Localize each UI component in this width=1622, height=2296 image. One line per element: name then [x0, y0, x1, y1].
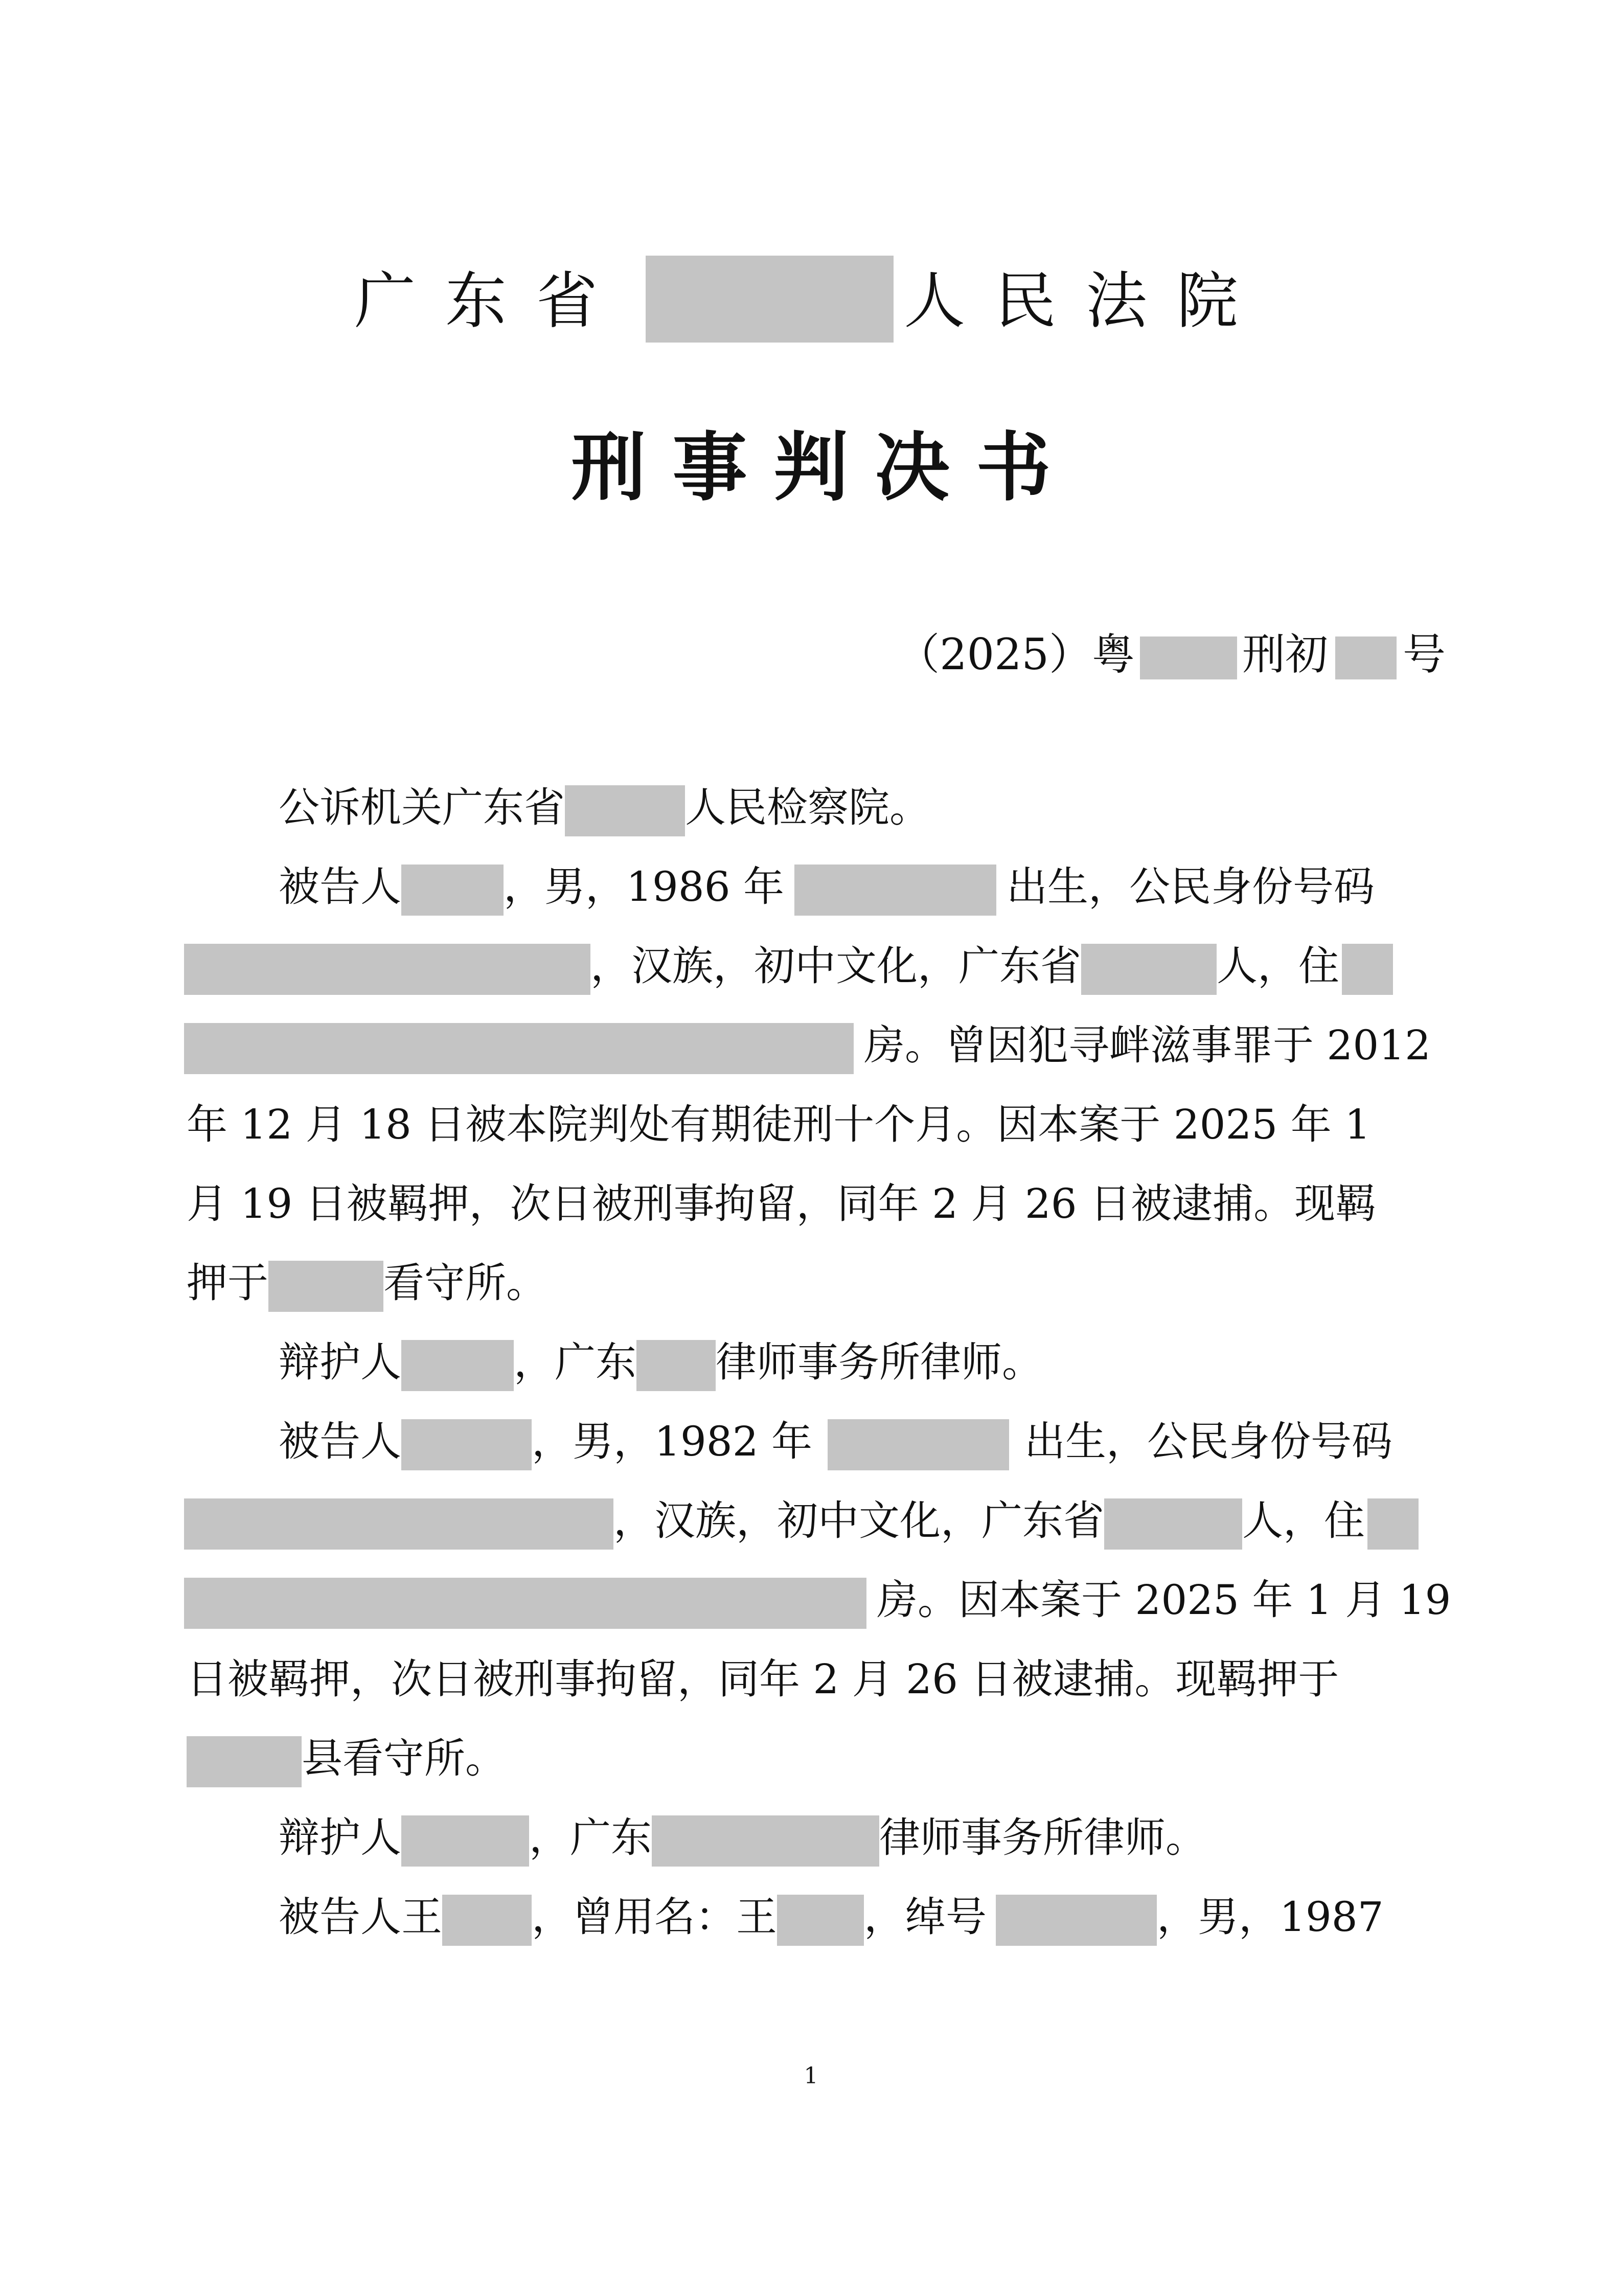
line-text: 人，住 — [1217, 942, 1339, 990]
redaction-block — [794, 865, 996, 916]
line-text: 辩护人 — [279, 1814, 401, 1861]
body-line — [279, 1334, 1043, 1391]
redaction-block — [184, 1498, 613, 1550]
redaction-block — [184, 944, 590, 995]
redaction-block — [1342, 944, 1393, 995]
redaction-block — [1367, 1498, 1419, 1550]
redaction-block — [996, 1895, 1157, 1946]
redaction-block — [1335, 636, 1397, 679]
body-line — [279, 1810, 1206, 1867]
redaction-block — [777, 1895, 864, 1946]
redaction-block — [401, 865, 504, 916]
redaction-block — [401, 1340, 514, 1391]
redaction-block — [268, 1261, 383, 1312]
body-line: 年 12 月 18 日被本院判处有期徒刑十个月。因本案于 2025 年 1 — [187, 1101, 1371, 1148]
redaction-block — [184, 1023, 854, 1074]
body-line — [184, 938, 1393, 995]
redaction-block — [646, 256, 894, 343]
redaction-block — [1104, 1498, 1242, 1550]
case-number — [897, 626, 1446, 683]
case-number-prefix: （2025）粤 — [897, 629, 1135, 679]
line-text: ，汉族，初中文化，广东省 — [613, 1497, 1104, 1544]
line-text: ，汉族，初中文化，广东省 — [590, 942, 1081, 990]
body-line — [184, 1572, 1451, 1629]
redaction-block — [184, 1578, 866, 1629]
line-text: 律师事务所律师。 — [879, 1814, 1206, 1861]
line-text: 被告人 — [279, 1418, 401, 1465]
line-text: 县看守所。 — [302, 1735, 506, 1782]
line-text: 被告人 — [279, 863, 401, 911]
court-name — [0, 261, 1622, 349]
line-text: 房。曾因犯寻衅滋事罪于 2012 — [864, 1021, 1431, 1069]
body-line — [187, 1731, 506, 1787]
page-number: 1 — [804, 2063, 818, 2089]
line-text: 律师事务所律师。 — [716, 1338, 1043, 1386]
court-name-prefix: 广东省 — [354, 266, 627, 337]
body-line — [184, 1017, 1431, 1074]
redaction-block — [401, 1419, 532, 1470]
case-number-suffix: 号 — [1402, 629, 1446, 679]
body-line — [279, 859, 1375, 916]
court-name-suffix: 人民法院 — [904, 266, 1268, 337]
line-text: ，曾用名：王 — [532, 1893, 777, 1941]
redaction-block — [187, 1736, 302, 1787]
line-text: 辩护人 — [279, 1338, 401, 1386]
line-text: 出生，公民身份号码 — [1024, 1418, 1393, 1465]
redaction-block — [565, 785, 685, 836]
line-text: ，男，1982 年 — [532, 1418, 813, 1465]
redaction-block — [636, 1340, 716, 1391]
redaction-block — [1140, 636, 1237, 679]
body-line — [184, 1493, 1419, 1550]
redaction-block — [828, 1419, 1009, 1470]
line-text: 人民检察院。 — [685, 784, 930, 831]
body-line — [279, 1889, 1384, 1946]
line-text: 被告人王 — [279, 1893, 442, 1941]
line-text: ，绰号 — [864, 1893, 987, 1941]
line-text: 押于 — [187, 1259, 268, 1307]
redaction-block — [401, 1815, 529, 1867]
body-line — [187, 1255, 547, 1312]
body-line — [279, 1414, 1392, 1470]
line-text: ，男，1987 — [1157, 1893, 1384, 1941]
line-text: ，男，1986 年 — [504, 863, 785, 911]
line-text: ，广东 — [514, 1338, 636, 1386]
line-text: 看守所。 — [383, 1259, 547, 1307]
document-title: 刑事判决书 — [571, 424, 1078, 511]
body-line: 月 19 日被羁押，次日被刑事拘留，同年 2 月 26 日被逮捕。现羁 — [187, 1180, 1377, 1227]
line-text: 出生，公民身份号码 — [1007, 863, 1375, 911]
line-text: 人，住 — [1242, 1497, 1365, 1544]
line-text: 房。因本案于 2025 年 1 月 19 — [877, 1576, 1451, 1624]
redaction-block — [1081, 944, 1217, 995]
case-number-middle: 刑初 — [1242, 629, 1328, 679]
redaction-block — [652, 1815, 879, 1867]
line-text: ，广东 — [529, 1814, 652, 1861]
body-line: 日被羁押，次日被刑事拘留，同年 2 月 26 日被逮捕。现羁押于 — [187, 1655, 1339, 1703]
body-line — [279, 780, 930, 836]
redaction-block — [442, 1895, 532, 1946]
line-text: 公诉机关广东省 — [279, 784, 565, 831]
